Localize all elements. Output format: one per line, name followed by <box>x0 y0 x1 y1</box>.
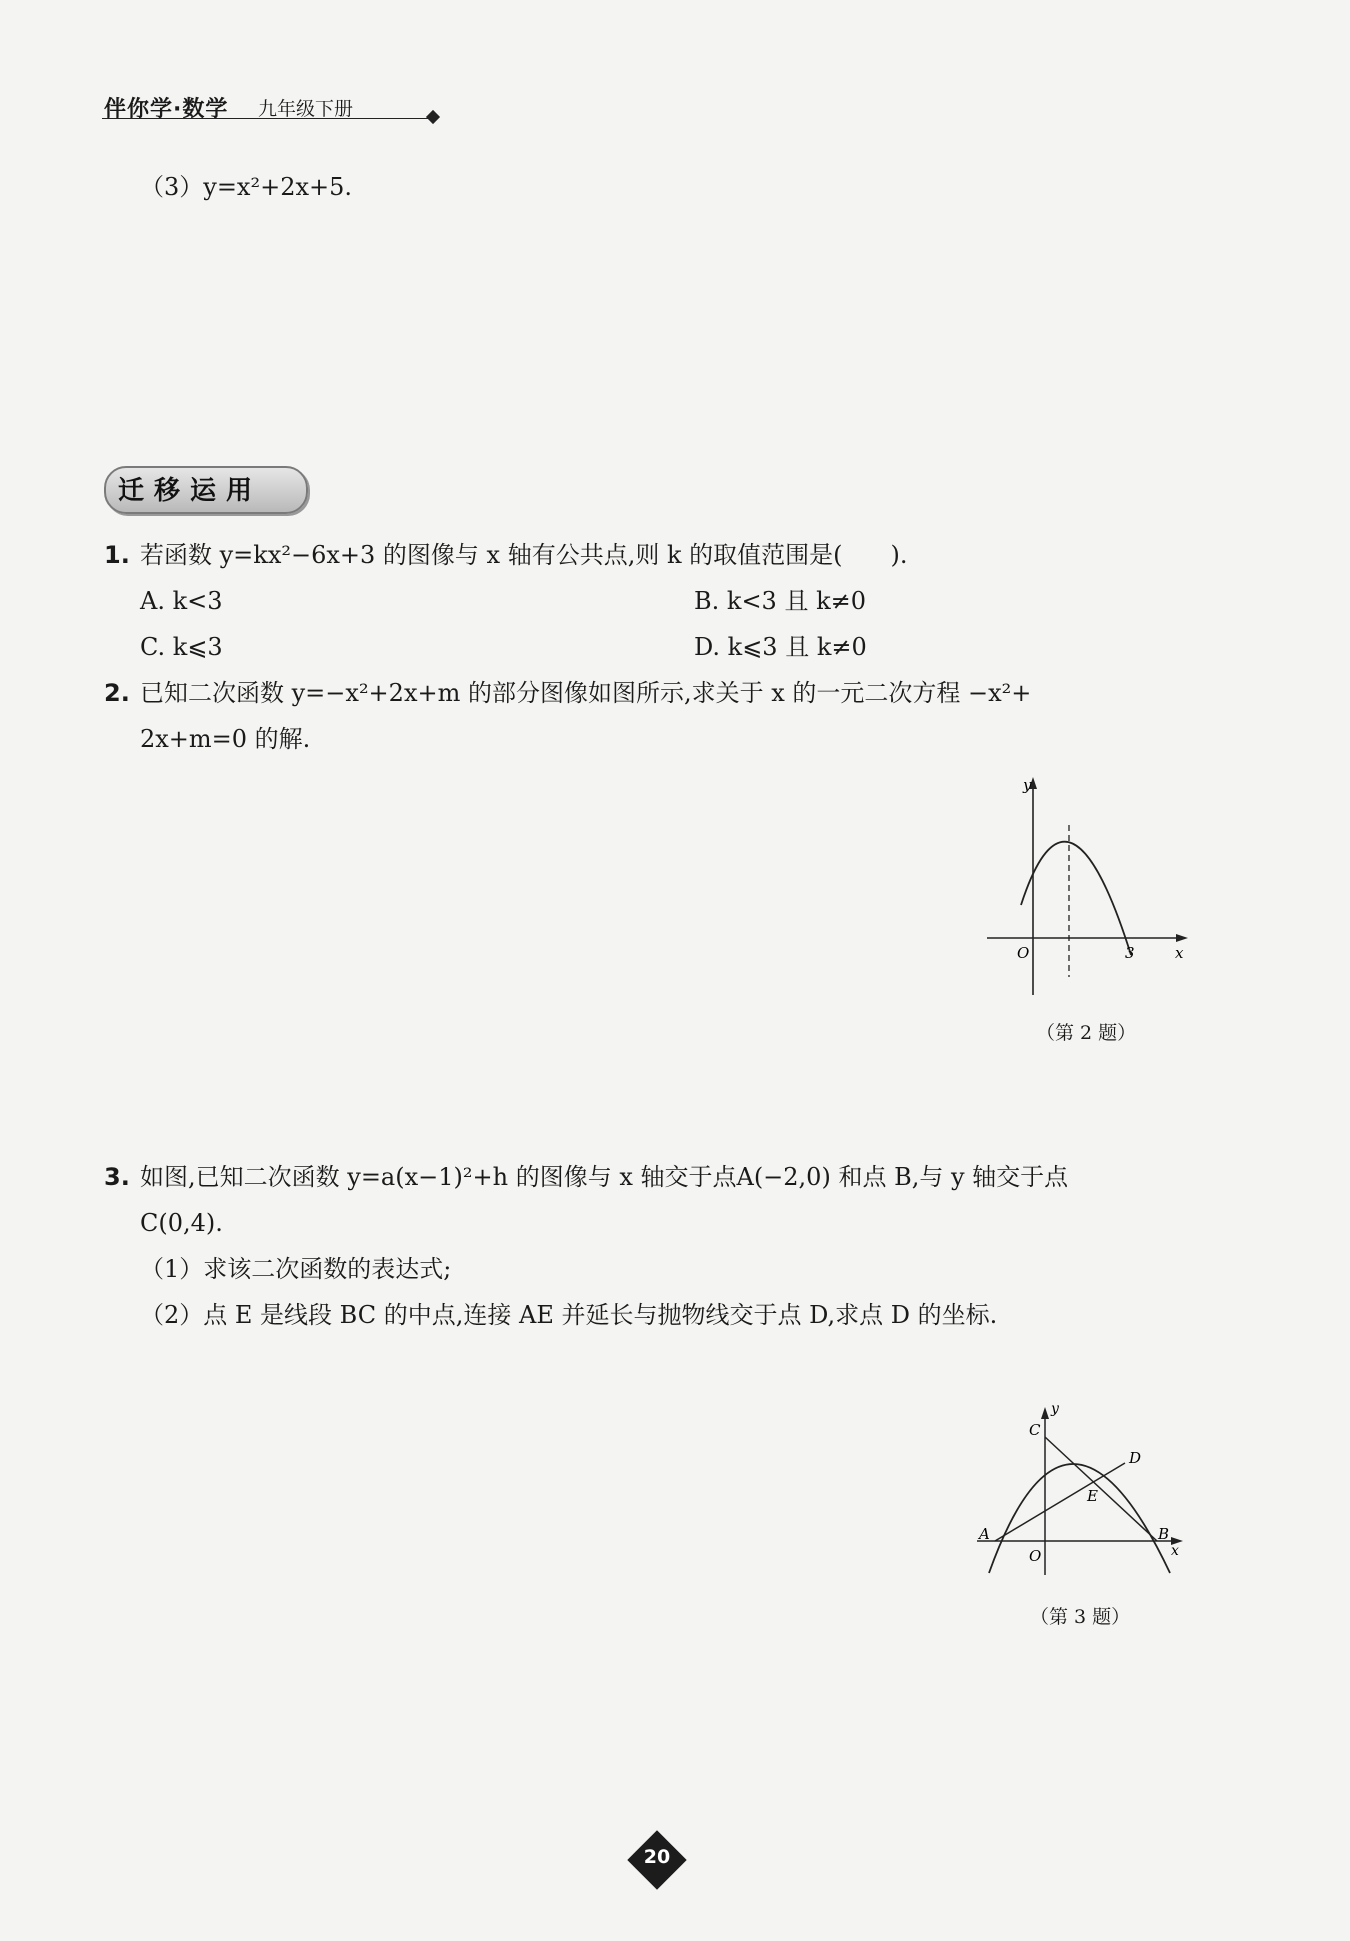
q1-option-a <box>140 586 223 616</box>
q3-number: 3. <box>104 1163 130 1191</box>
x-label: x <box>1171 1543 1179 1559</box>
x-arrow-icon <box>1176 934 1188 942</box>
x-tick-label: 3 <box>1125 944 1135 962</box>
q2-figure <box>975 765 1200 1010</box>
label-b: B <box>1158 1525 1170 1543</box>
q1-option-d <box>694 632 867 662</box>
option-text: k⩽3 <box>172 633 223 661</box>
page-number: 20 <box>643 1846 671 1868</box>
q3-figure <box>965 1395 1200 1585</box>
header-diamond-icon <box>426 110 440 124</box>
q3-line2: C(0,4). <box>140 1209 223 1237</box>
q2-caption: （第 2 题） <box>1036 1022 1137 1044</box>
option-label: C. <box>140 633 166 661</box>
section-title: 迁移运用 <box>118 476 263 506</box>
option-text: k<3 <box>172 587 223 615</box>
q3-sub1: （1）求该二次函数的表达式; <box>140 1255 452 1283</box>
q1-option-c <box>140 632 223 662</box>
label-d: D <box>1129 1449 1142 1467</box>
q1-number: 1. <box>104 541 130 569</box>
q2-number: 2. <box>104 679 130 707</box>
q3-line1: 如图,已知二次函数 y=a(x−1)²+h 的图像与 x 轴交于点A(−2,0) 和点 B,与 y 轴交于点 <box>140 1163 1069 1191</box>
header-grade: 九年级下册 <box>258 98 354 120</box>
segment-ad <box>995 1463 1125 1541</box>
label-e: E <box>1087 1487 1098 1505</box>
label-c: C <box>1029 1421 1041 1439</box>
y-arrow-icon <box>1041 1407 1049 1419</box>
q1-text: 若函数 y=kx²−6x+3 的图像与 x 轴有公共点,则 k 的取值范围是( ). <box>140 541 908 569</box>
q2-line1: 已知二次函数 y=−x²+2x+m 的部分图像如图所示,求关于 x 的一元二次方程 −x²+ <box>140 679 1032 707</box>
q3-caption: （第 3 题） <box>1030 1606 1131 1628</box>
option-text: k⩽3 且 k≠0 <box>727 633 867 661</box>
y-label: y <box>1051 1401 1059 1417</box>
option-label: B. <box>694 587 720 615</box>
option-label: D. <box>694 633 721 661</box>
label-a: A <box>979 1525 990 1543</box>
header-rule <box>102 118 432 119</box>
parabola-curve <box>989 1464 1170 1573</box>
y-label: y <box>1023 776 1032 794</box>
origin-label: O <box>1029 1547 1042 1565</box>
header-brand: 伴你学·数学 <box>104 97 229 122</box>
option-label: A. <box>140 587 165 615</box>
q1-option-b <box>694 586 866 616</box>
origin-label: O <box>1017 944 1030 962</box>
option-text: k<3 且 k≠0 <box>726 587 867 615</box>
q3-sub2: （2）点 E 是线段 BC 的中点,连接 AE 并延长与抛物线交于点 D,求点 D 的坐标. <box>140 1301 998 1329</box>
x-label: x <box>1175 944 1184 962</box>
q2-line2: 2x+m=0 的解. <box>140 725 311 753</box>
previous-item: （3）y=x²+2x+5. <box>140 173 353 201</box>
